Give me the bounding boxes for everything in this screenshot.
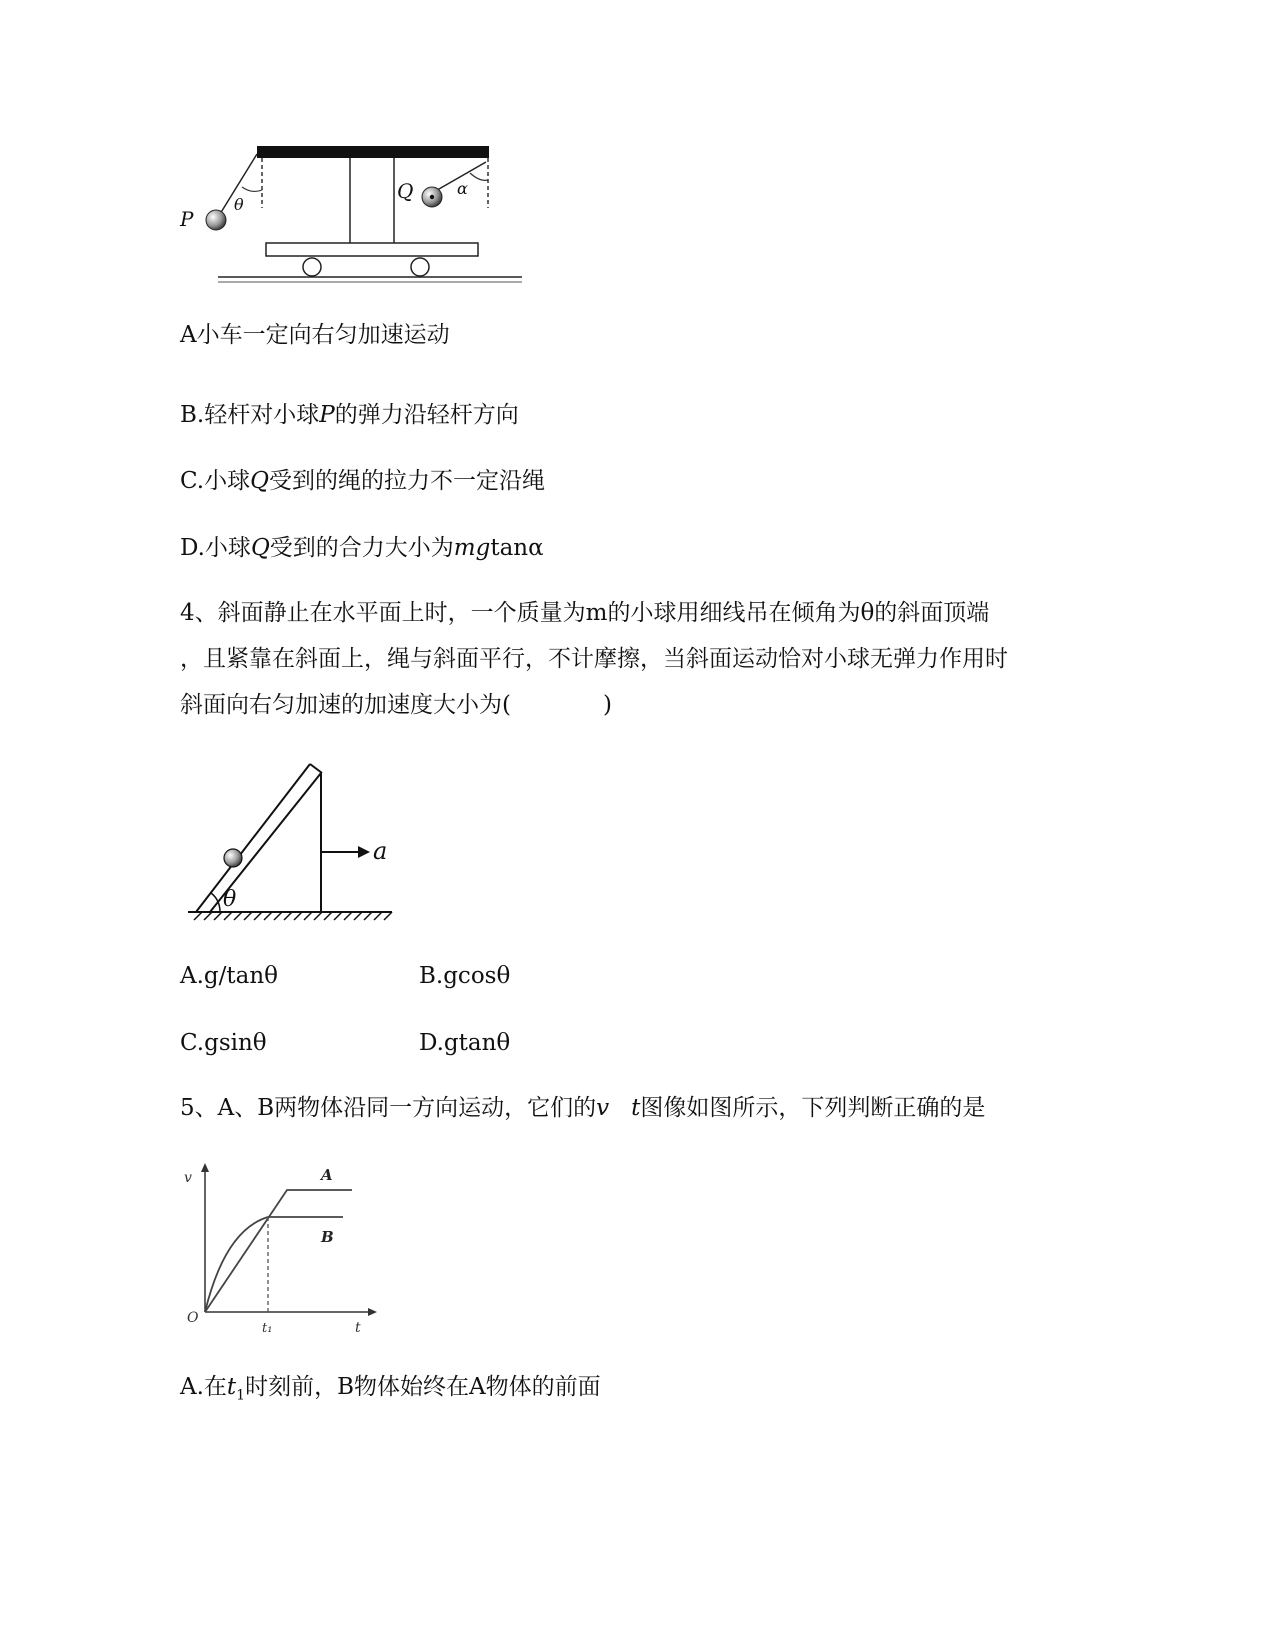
option-c-suffix: 受到的绳的拉力不一定沿绳 xyxy=(268,468,545,494)
q4-stem-line-1: 4、斜面静止在水平面上时，一个质量为m的小球用细线吊在倾角为θ的斜面顶端 xyxy=(180,600,990,626)
label-p: P xyxy=(180,207,194,231)
q4-option-d: D.gtanθ xyxy=(419,1030,511,1056)
v-axis-arrow-icon xyxy=(201,1163,209,1172)
label-curve-b: B xyxy=(321,1228,334,1246)
q4-stem-line-2: ，且紧靠在斜面上，绳与斜面平行，不计摩擦，当斜面运动恰对小球无弹力作用时 xyxy=(180,646,1008,672)
label-theta: θ xyxy=(223,887,237,912)
option-b-variable: P xyxy=(319,402,335,428)
option-c-variable: Q xyxy=(250,468,269,494)
cart-platform xyxy=(266,243,478,256)
q4-stem-line-3: 斜面向右匀加速的加速度大小为( ) xyxy=(180,692,612,718)
q4-option-a: A.g/tanθ xyxy=(180,963,279,989)
label-o: O xyxy=(187,1310,199,1326)
option-a xyxy=(180,320,450,350)
label-a: a xyxy=(373,837,388,865)
q4-option-b: B.gcosθ xyxy=(419,963,511,989)
option-d-prefix: D.小球 xyxy=(180,535,251,561)
ball-p xyxy=(206,210,226,230)
q5-stem xyxy=(180,1093,985,1123)
option-a-text: A小车一定向右匀加速运动 xyxy=(180,322,450,348)
t-axis-arrow-icon xyxy=(368,1308,377,1316)
q5-option-a-suffix: 时刻前，B物体始终在A物体的前面 xyxy=(245,1374,601,1400)
option-d-suffix: tanα xyxy=(490,535,544,561)
ball-q-center xyxy=(430,195,434,199)
label-t1: t₁ xyxy=(262,1321,273,1336)
incline-surface xyxy=(196,764,310,912)
q5-stem-v: v xyxy=(596,1095,610,1121)
q5-option-a xyxy=(180,1372,601,1411)
option-b-suffix: 的弹力沿轻杆方向 xyxy=(334,402,519,428)
q5-option-a-subscript: 1 xyxy=(236,1387,246,1404)
angle-arc-alpha xyxy=(470,173,488,180)
option-b xyxy=(180,400,519,430)
q5-stem-prefix: 5、A、B两物体沿同一方向运动，它们的 xyxy=(180,1095,597,1121)
label-t: t xyxy=(355,1320,361,1336)
option-d-middle: 受到的合力大小为 xyxy=(269,535,454,561)
option-b-prefix: B.轻杆对小球 xyxy=(180,402,320,428)
line-a xyxy=(205,1190,352,1312)
incline-figure xyxy=(180,755,400,930)
label-q: Q xyxy=(397,179,414,203)
vt-graph-figure xyxy=(180,1160,380,1335)
option-c xyxy=(180,466,545,496)
option-c-prefix: C.小球 xyxy=(180,468,251,494)
label-v: v xyxy=(184,1170,192,1186)
ground-hatching xyxy=(194,912,392,920)
cart-pendulum-figure xyxy=(170,140,540,290)
q5-stem-suffix: 图像如图所示，下列判断正确的是 xyxy=(640,1095,986,1121)
incline-top-edge xyxy=(310,764,322,773)
top-beam xyxy=(257,146,489,158)
label-alpha: α xyxy=(457,179,468,198)
angle-arc-theta xyxy=(242,187,262,191)
arrow-head-icon xyxy=(358,846,370,858)
option-d-variable: Q xyxy=(250,535,270,561)
q5-stem-t: t xyxy=(631,1095,641,1121)
q5-option-a-variable: t xyxy=(226,1374,237,1400)
ball xyxy=(224,849,242,867)
wheel xyxy=(303,258,321,276)
option-d-variable-2: mg xyxy=(453,535,491,561)
option-d xyxy=(180,533,544,563)
q5-option-a-prefix: A.在 xyxy=(180,1374,227,1400)
label-line-a: A xyxy=(321,1166,333,1184)
q4-option-c: C.gsinθ xyxy=(180,1030,267,1056)
wheel xyxy=(411,258,429,276)
label-theta: θ xyxy=(234,195,244,214)
